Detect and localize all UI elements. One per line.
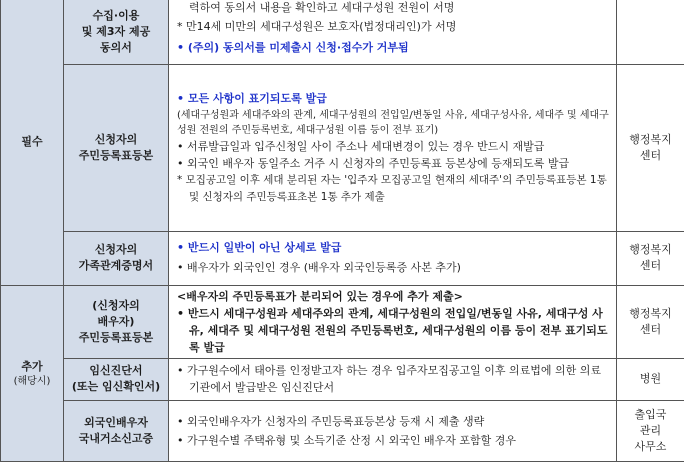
- doc-name-consent: 수집·이용 및 제3자 제공 동의서: [64, 0, 169, 64]
- desc-foreign-spouse: [169, 400, 617, 461]
- doc-name-pregnancy: 임신진단서 (또는 임신확인서): [64, 358, 169, 400]
- doc-name-foreign-spouse: 외국인배우자 국내거소신고증: [64, 400, 169, 461]
- family-cert-line-2: • 배우자가 외국인인 경우 (배우자 외국인등록증 사본 추가): [177, 258, 610, 278]
- table-row: [1, 358, 684, 400]
- spouse-reg-bullet: • 반드시 세대구성원과 세대주와의 관계, 세대구성원의 전입일/변동일 사유, 세대구성 사유, 세대주 및 세대구성원 전원의 주민등록번호, 세대구성원의 이름 등이 전부 표기되도록 발급: [177, 305, 610, 356]
- office-consent: [617, 0, 684, 64]
- resident-reg-bullet-3: * 모집공고일 이후 세대 분리된 자는 '입주자 모집공고일 현재의 세대주'의 주민등록표등본 1통 및 신청자의 주민등록표초본 1통 추가 제출: [177, 172, 610, 206]
- resident-reg-headline: • 모든 사항이 표기되도록 발급: [177, 90, 610, 108]
- desc-pregnancy: [169, 358, 617, 400]
- category-label: 필수: [21, 135, 42, 148]
- office-resident-reg: 행정복지 센터: [617, 64, 684, 231]
- office-pregnancy: 병원: [617, 358, 684, 400]
- office-foreign-spouse: 출입국 관리 사무소: [617, 400, 684, 461]
- category-sub-label: (해당시): [1, 375, 63, 388]
- doc-name-family-cert: 신청자의 가족관계증명서: [64, 231, 169, 285]
- doc-name-resident-reg: 신청자의 주민등록표등본: [64, 64, 169, 231]
- office-spouse-reg: 행정복지 센터: [617, 285, 684, 358]
- desc-spouse-reg: [169, 285, 617, 358]
- doc-name-spouse-reg: (신청자의 배우자) 주민등록표등본: [64, 285, 169, 358]
- resident-reg-bullet-1: • 서류발급일과 입주신청일 사이 주소나 세대변경이 있는 경우 반드시 재발급: [177, 138, 610, 155]
- desc-resident-reg: [169, 64, 617, 231]
- consent-line-1: 력하여 동의서 내용을 확인하고 세대구성원 전원이 서명: [177, 0, 610, 16]
- resident-reg-note: (세대구성원과 세대주와의 관계, 세대구성원의 전입일/변동일 사유, 세대구성사유, 세대주 및 세대구성원 전원의 주민등록번호, 세대구성원 이름 등이 전부 표기): [177, 108, 610, 138]
- resident-reg-bullet-2: • 외국인 배우자 동일주소 거주 시 신청자의 주민등록표 등본상에 등재되도록 발급: [177, 155, 610, 172]
- spouse-reg-heading: <배우자의 주민등록표가 분리되어 있는 경우에 추가 제출>: [177, 288, 610, 305]
- table-row: [1, 400, 684, 461]
- consent-warning: • (주의) 동의서를 미제출시 신청·접수가 거부됨: [177, 37, 610, 58]
- desc-family-cert: [169, 231, 617, 285]
- table-row: [1, 285, 684, 358]
- consent-line-2: * 만14세 미만의 세대구성원은 보호자(법정대리인)가 서명: [177, 16, 610, 37]
- category-label: 추가: [21, 360, 42, 373]
- category-additional: [1, 285, 64, 461]
- table-row: [1, 64, 684, 231]
- desc-consent: [169, 0, 617, 64]
- table-row: [1, 231, 684, 285]
- pregnancy-bullet: • 가구원수에서 태아를 인정받고자 하는 경우 입주자모집공고일 이후 의료법에 의한 의료기관에서 발급받은 임신진단서: [177, 362, 610, 396]
- category-required: [1, 0, 64, 285]
- foreign-spouse-line-2: • 가구원수별 주택유형 및 소득기준 산정 시 외국인 배우자 포함할 경우: [177, 431, 610, 450]
- office-family-cert: 행정복지 센터: [617, 231, 684, 285]
- foreign-spouse-line-1: • 외국인배우자가 신청자의 주민등록표등본상 등재 시 제출 생략: [177, 412, 610, 431]
- family-cert-line-1: • 반드시 일반이 아닌 상세로 발급: [177, 238, 610, 258]
- table-row: [1, 0, 684, 64]
